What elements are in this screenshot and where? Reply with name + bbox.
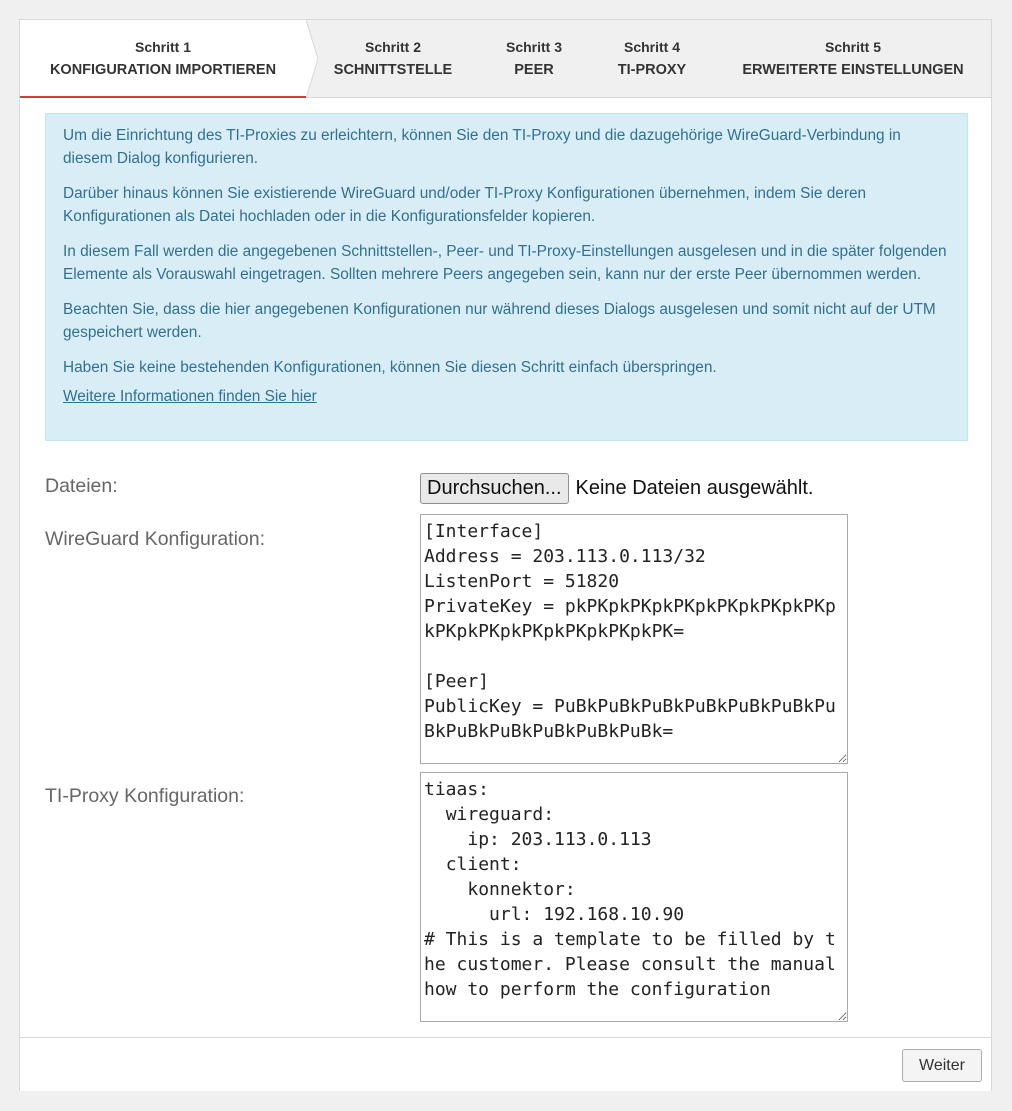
step-4-tab[interactable] (600, 20, 704, 97)
step-3-number: Schritt 3 (505, 39, 562, 55)
step-3-title: PEER (514, 62, 554, 78)
info-paragraph: Darüber hinaus können Sie existierende WireGuard und/oder TI-Proxy Konfigurationen übernehmen, indem Sie deren Konfigurationen als Datei hochladen oder in die Konfigurationsfelder kopieren. (63, 185, 867, 225)
step-1-tab[interactable] (20, 20, 306, 98)
info-box (45, 113, 968, 441)
step-arrow (306, 20, 318, 98)
wizard-dialog (19, 19, 992, 1091)
step-5-tab[interactable] (726, 20, 980, 97)
file-status-text: Keine Dateien ausgewählt. (575, 476, 814, 499)
file-upload (420, 472, 813, 504)
step-1-title: KONFIGURATION IMPORTIEREN (49, 62, 277, 78)
step-1-number: Schritt 1 (134, 39, 191, 55)
tiproxy-config-label: TI-Proxy Konfiguration: (45, 785, 245, 807)
info-paragraph: In diesem Fall werden die angegebenen Schnittstellen-, Peer- und TI-Proxy-Einstellungen ausgelesen und in die später folgenden Elemente als Vorauswahl eingetragen. Sollten mehrere Peers angegeben sein, kann nur der erste Peer übernommen werden. (63, 243, 947, 283)
tiproxy-config-textarea[interactable] (420, 772, 848, 1022)
info-paragraph: Beachten Sie, dass die hier angegebenen Konfigurationen nur während dieses Dialogs ausgelesen und somit nicht auf der UTM gespeichert werden. (63, 301, 936, 341)
step-4-title: TI-PROXY (617, 62, 687, 78)
next-button[interactable]: Weiter (902, 1049, 982, 1082)
step-2-title: SCHNITTSTELLE (333, 62, 453, 78)
step-2-tab[interactable] (326, 20, 460, 97)
wizard-steps (20, 20, 991, 98)
step-3-tab[interactable] (486, 20, 582, 97)
wireguard-config-textarea[interactable] (420, 514, 848, 764)
step-4-number: Schritt 4 (623, 39, 680, 55)
files-label: Dateien: (45, 475, 118, 497)
info-paragraph: Haben Sie keine bestehenden Konfigurationen, können Sie diesen Schritt einfach überspringen. (63, 359, 717, 376)
step-2-number: Schritt 2 (364, 39, 421, 55)
browse-button[interactable]: Durchsuchen... (420, 473, 569, 504)
step-5-title: ERWEITERTE EINSTELLUNGEN (742, 62, 964, 78)
step-5-number: Schritt 5 (824, 39, 881, 55)
dialog-footer (20, 1037, 991, 1091)
wireguard-config-label: WireGuard Konfiguration: (45, 528, 266, 550)
info-paragraph: Um die Einrichtung des TI-Proxies zu erleichtern, können Sie den TI-Proxy und die dazugehörige WireGuard-Verbindung in diesem Dialog konfigurieren. (63, 127, 901, 167)
more-info-link[interactable]: Weitere Informationen finden Sie hier (63, 388, 317, 405)
